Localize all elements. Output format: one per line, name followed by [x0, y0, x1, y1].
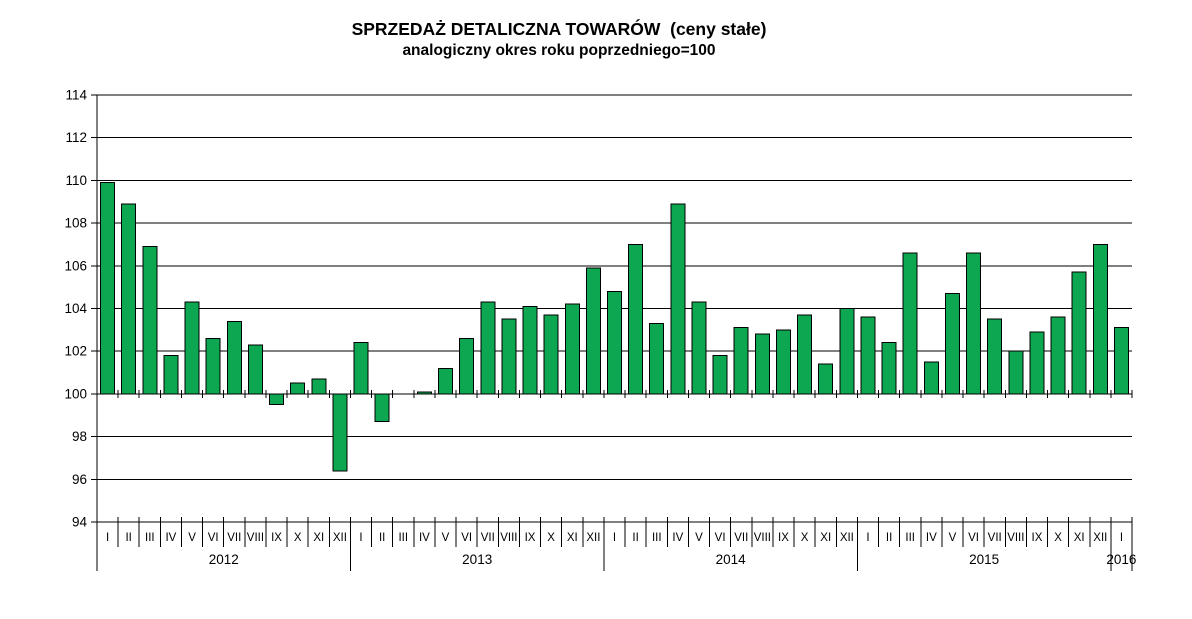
month-label: VIII [500, 532, 518, 544]
y-axis-label: 96 [71, 471, 87, 487]
month-label: V [441, 532, 450, 544]
bar [629, 244, 643, 393]
year-label: 2014 [715, 552, 746, 567]
month-label: IX [778, 532, 789, 544]
month-label: II [378, 532, 386, 544]
bar [1009, 351, 1023, 394]
bar [460, 338, 474, 394]
bar [227, 321, 241, 394]
bar [924, 362, 938, 394]
chart-subtitle: analogiczny okres roku poprzedniego=100 [402, 42, 716, 60]
month-label: IV [672, 532, 684, 544]
month-label: VII [734, 532, 749, 544]
month-label: XII [586, 532, 601, 544]
bar [248, 345, 262, 394]
month-label: II [125, 532, 132, 544]
month-label: VI [461, 532, 473, 544]
month-label: III [651, 532, 662, 544]
month-label: XII [332, 532, 347, 544]
month-label: I [359, 532, 363, 544]
bar [608, 291, 622, 393]
year-label: 2013 [462, 552, 493, 567]
month-label: VII [480, 532, 495, 544]
bar [650, 323, 664, 393]
bar [776, 330, 790, 394]
month-label: VII [227, 532, 242, 544]
bar [206, 338, 220, 394]
bar [903, 253, 917, 394]
bar [1051, 317, 1065, 394]
bar [1030, 332, 1044, 394]
month-label: IV [418, 532, 430, 544]
bar [586, 268, 600, 394]
bar [713, 355, 727, 393]
month-label: I [866, 532, 870, 544]
month-label: VIII [246, 532, 265, 544]
bar [439, 368, 453, 394]
month-label: I [612, 532, 617, 544]
month-label: V [948, 532, 957, 544]
bar [333, 394, 347, 471]
bar [502, 319, 516, 394]
bar [375, 394, 389, 422]
bar [734, 328, 748, 394]
month-label: II [885, 532, 893, 544]
bar [945, 294, 959, 394]
year-label: 2016 [1106, 552, 1137, 567]
month-label: XI [313, 532, 325, 544]
month-label: III [905, 532, 916, 544]
bar [101, 183, 115, 394]
bar [967, 253, 981, 394]
bar [798, 315, 812, 394]
bar [544, 315, 558, 394]
month-label: X [800, 532, 809, 544]
bar [164, 355, 178, 393]
y-axis-label: 106 [64, 258, 87, 274]
month-label: X [1054, 532, 1062, 544]
bar [185, 302, 199, 394]
y-axis-label: 114 [65, 87, 87, 103]
y-axis-label: 100 [64, 386, 87, 402]
month-label: III [145, 532, 155, 544]
month-label: II [632, 532, 639, 544]
bar [692, 302, 706, 394]
month-label: XI [1073, 532, 1085, 544]
bar [122, 204, 136, 394]
bar [565, 304, 579, 394]
month-label: IV [165, 532, 177, 544]
bar [755, 334, 769, 394]
bar [671, 204, 685, 394]
month-label: VI [207, 532, 219, 544]
month-label: V [695, 532, 703, 544]
bar [417, 392, 431, 394]
y-axis-label: 94 [71, 514, 87, 530]
bar [988, 319, 1002, 394]
bar [1093, 244, 1107, 393]
month-label: VIII [1007, 532, 1025, 544]
y-axis-label: 104 [64, 301, 87, 316]
month-label: XI [566, 532, 578, 544]
bar [312, 379, 326, 394]
bar [882, 343, 896, 394]
month-label: XI [820, 532, 832, 544]
bar [291, 383, 305, 394]
bar [523, 306, 537, 394]
month-label: VI [968, 532, 980, 544]
year-label: 2015 [969, 552, 1000, 567]
bar [1072, 272, 1086, 394]
y-axis-label: 102 [64, 343, 87, 359]
month-label: X [547, 532, 555, 544]
month-label: IX [524, 532, 536, 544]
month-label: XII [1093, 532, 1108, 544]
bar [481, 302, 495, 394]
month-label: XII [839, 532, 854, 544]
y-axis-label: 110 [65, 172, 87, 188]
chart-title-block [0, 16, 1118, 61]
y-axis-label: 108 [64, 215, 87, 231]
bar [270, 394, 284, 405]
bar [354, 343, 368, 394]
bar [143, 247, 157, 394]
month-label: IV [925, 532, 937, 544]
month-label: IX [1031, 532, 1043, 544]
bar [819, 364, 833, 394]
bar [1114, 328, 1128, 394]
month-label: III [398, 532, 409, 544]
month-label: IX [271, 532, 282, 544]
month-label: VI [714, 532, 726, 544]
year-label: 2012 [208, 552, 239, 567]
y-axis-label: 98 [71, 429, 87, 445]
month-label: V [188, 532, 196, 544]
month-label: I [105, 532, 110, 544]
bar [861, 317, 875, 394]
month-label: I [1119, 532, 1124, 544]
y-axis-label: 112 [65, 130, 87, 146]
bar [840, 309, 854, 394]
chart-title: SPRZEDAŻ DETALICZNA TOWARÓW (ceny stałe) [351, 19, 767, 39]
month-label: X [293, 532, 302, 544]
month-label: VII [987, 532, 1002, 544]
month-label: VIII [753, 532, 771, 544]
